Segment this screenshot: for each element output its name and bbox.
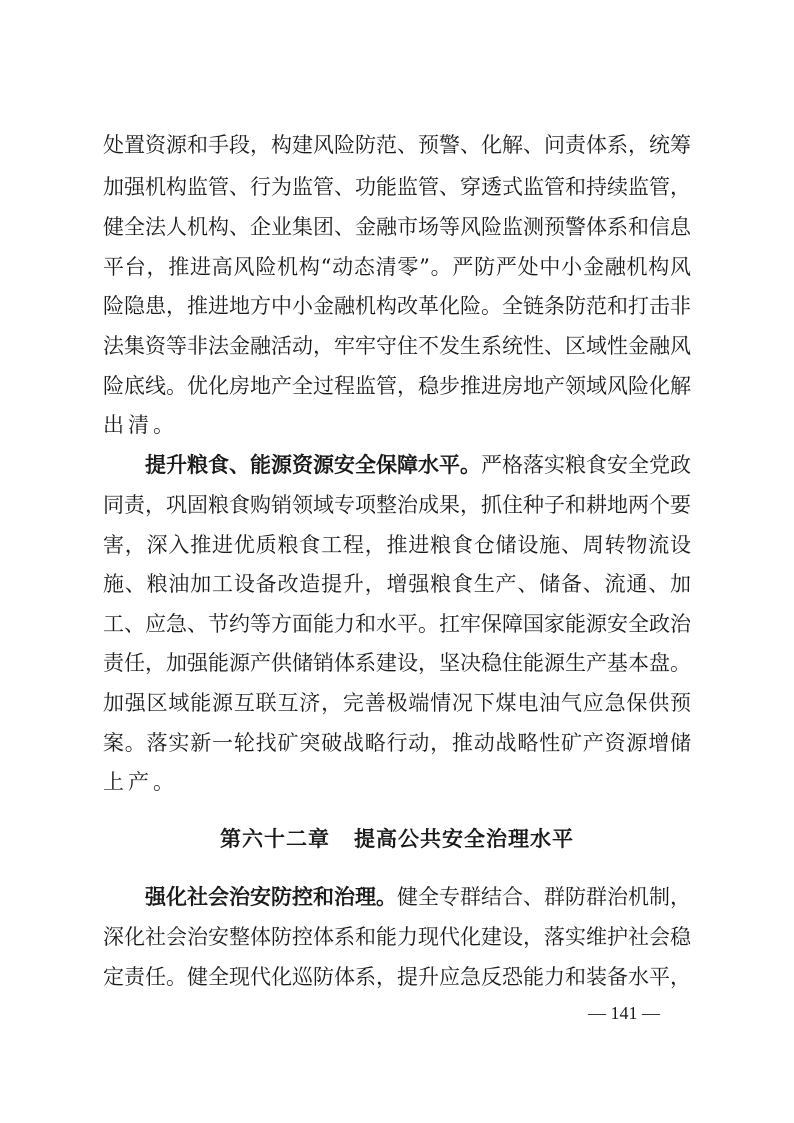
paragraph-2-lead: 提升粮食、能源资源安全保障水平。: [145, 453, 481, 477]
paragraph-2-line: 上产。: [103, 770, 178, 794]
paragraph-1-line: 法集资等非法金融活动，牢牢守住不发生系统性、区域性金融风: [103, 334, 691, 358]
paragraph-2-first-rest: 严格落实粮食安全党政: [481, 453, 691, 477]
paragraph-3-line: 深化社会治安整体防控体系和能力现代化建设，落实维护社会稳: [103, 925, 691, 949]
paragraph-1-line: 险底线。优化房地产全过程监管，稳步推进房地产领域风险化解: [103, 374, 691, 398]
paragraph-2-line: 加强区域能源互联互济，完善极端情况下煤电油气应急保供预: [103, 691, 691, 715]
paragraph-3-first-line: [145, 880, 691, 914]
paragraph-1-line: 加强机构监管、行为监管、功能监管、穿透式监管和持续监管，: [103, 175, 691, 199]
chapter-heading: [0, 822, 794, 856]
chapter-title: 提高公共安全治理水平: [354, 827, 574, 851]
page-number: — 141 —: [588, 1003, 660, 1023]
paragraph-2-line: 工、应急、节约等方面能力和水平。扛牢保障国家能源安全政治: [103, 612, 691, 636]
paragraph-2-line: 施、粮油加工设备改造提升，增强粮食生产、储备、流通、加: [103, 572, 691, 596]
paragraph-3-first-rest: 健全专群结合、群防群治机制，: [397, 885, 691, 909]
paragraph-2-line: 同责，巩固粮食购销领域专项整治成果，抓住种子和耕地两个要: [103, 493, 691, 517]
paragraph-2-line: 案。落实新一轮找矿突破战略行动，推动战略性矿产资源增储: [103, 731, 691, 755]
chapter-number: 第六十二章: [220, 827, 330, 851]
paragraph-1-line: 健全法人机构、企业集团、金融市场等风险监测预警体系和信息: [103, 215, 691, 239]
paragraph-1-line: 出清。: [103, 413, 178, 437]
paragraph-2-first-line: [145, 448, 691, 482]
paragraph-2-line: 责任，加强能源产供储销体系建设，坚决稳住能源生产基本盘。: [103, 651, 691, 675]
paragraph-1-line: 处置资源和手段，构建风险防范、预警、化解、问责体系，统筹: [103, 133, 691, 157]
paragraph-2-line: 害，深入推进优质粮食工程，推进粮食仓储设施、周转物流设: [103, 533, 691, 557]
paragraph-1-line: 平台，推进高风险机构“动态清零”。严防严处中小金融机构风: [103, 255, 691, 279]
paragraph-1-line: 险隐患，推进地方中小金融机构改革化险。全链条防范和打击非: [103, 294, 691, 318]
paragraph-3-lead: 强化社会治安防控和治理。: [145, 885, 397, 909]
paragraph-3-line: 定责任。健全现代化巡防体系，提升应急反恐能力和装备水平，: [103, 965, 691, 989]
